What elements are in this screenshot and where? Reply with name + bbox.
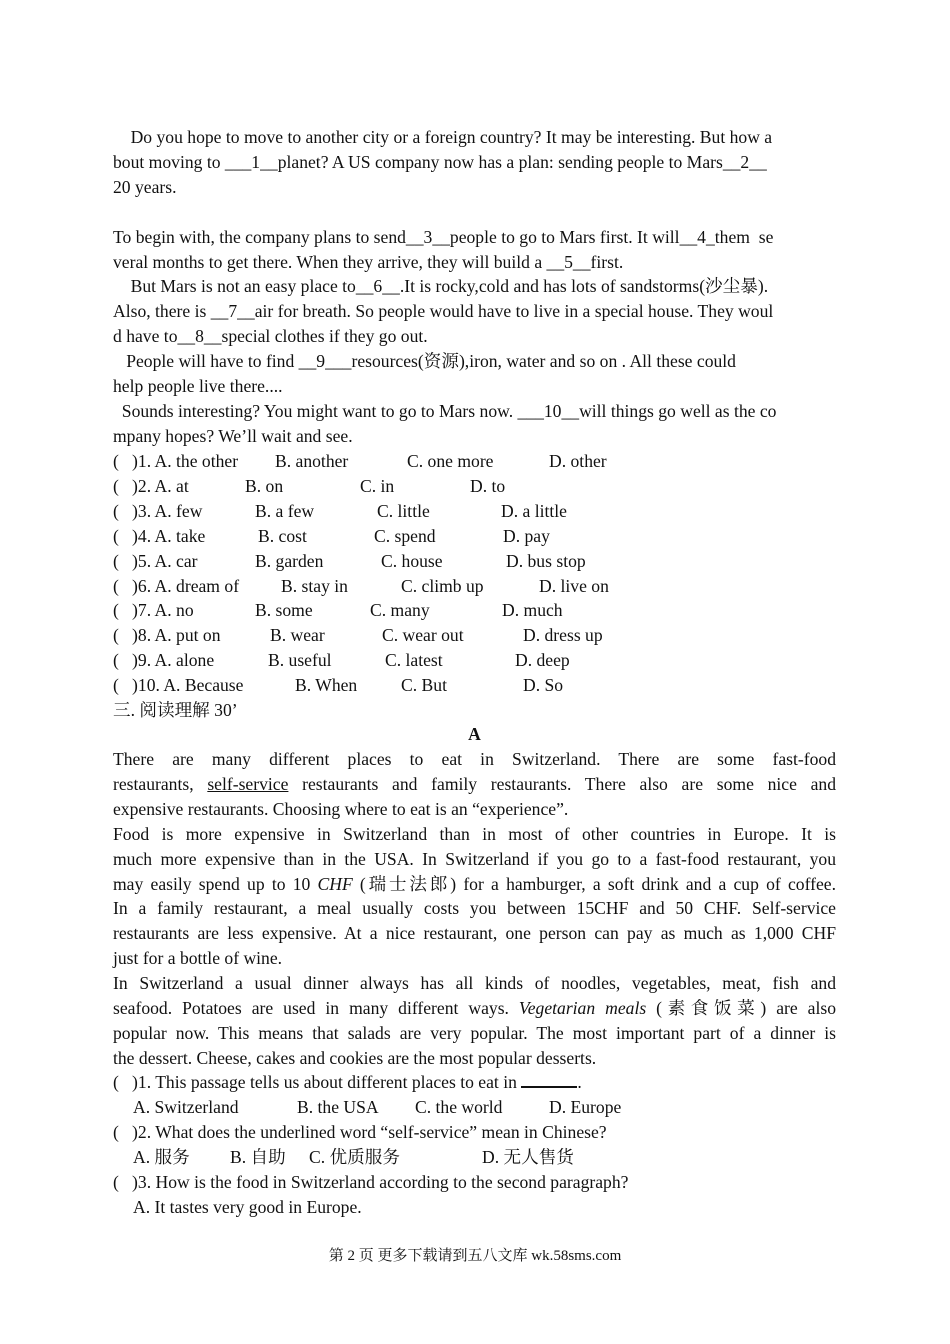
option-c: C. in: [360, 475, 395, 496]
option-d: D. to: [470, 475, 506, 496]
passage-line: [113, 424, 836, 449]
question-stem: ( )6. A. dream of: [113, 575, 240, 596]
option-c: C. latest: [385, 650, 443, 671]
text-segment: Sounds interesting? You might want to go to Mars now. ___10__will things go well as the co: [113, 400, 777, 421]
passage-a-title: A: [468, 724, 481, 744]
option-c: C. many: [370, 600, 430, 621]
option-d: D. bus stop: [506, 550, 586, 571]
option-c: C. wear out: [382, 625, 464, 646]
option-b: B. another: [275, 451, 349, 471]
option-d: D. a little: [501, 500, 567, 521]
option-a: A. It tastes very good in Europe.: [133, 1197, 362, 1217]
option-d: D. Europe: [549, 1097, 622, 1117]
passage-line: [113, 175, 836, 200]
passage-line: [113, 971, 836, 996]
question-text: ( )1. This passage tells us about different places to eat in: [113, 1072, 522, 1092]
option-d: D. other: [549, 451, 607, 471]
option-d: D. much: [502, 600, 563, 621]
option-b: B. wear: [270, 625, 325, 646]
question-end: .: [577, 1072, 582, 1092]
question-stem: ( )8. A. put on: [113, 625, 221, 646]
option-c: C. spend: [374, 525, 436, 546]
answer-blank: [521, 1072, 577, 1088]
option-d: D. deep: [515, 650, 570, 671]
text-segment: There are many different places to eat in Switzerland. There are some fast-food: [113, 749, 836, 769]
option-b: B. When: [295, 675, 358, 696]
text-segment: In Switzerland a usual dinner always has all kinds of noodles, vegetables, meat, fish and: [113, 973, 836, 994]
option-c: C. little: [377, 500, 430, 521]
option-b: B. 自助: [230, 1147, 286, 1167]
text-segment: popular now. This means that salads are very popular. The most important part of a dinner is: [113, 1022, 836, 1043]
option-c: C. climb up: [401, 575, 484, 596]
text-segment: expensive restaurants. Choosing where to eat is an “experience”.: [113, 798, 569, 819]
reading-question-2: ( )2. What does the underlined word “self-service” mean in Chinese?: [113, 1122, 607, 1142]
question-stem: ( )1. A. the other: [113, 451, 239, 471]
text-segment: restaurants are less expensive. At a nice restaurant, one person can pay as much as 1,000 CHF: [113, 923, 836, 944]
text-segment: help people live there....: [113, 376, 283, 396]
passage-line: [113, 274, 836, 299]
text-segment: mpany hopes? We’ll wait and see.: [113, 425, 353, 446]
passage-line: [113, 747, 836, 772]
passage-line: [113, 996, 836, 1021]
question-stem: ( )4. A. take: [113, 525, 206, 546]
reading-question-3: ( )3. How is the food in Switzerland according to the second paragraph?: [113, 1172, 629, 1192]
option-c: C. one more: [407, 451, 494, 471]
text-segment: Do you hope to move to another city or a foreign country? It may be interesting. But how a: [113, 127, 773, 147]
text-segment: (瑞士法郎) for a hamburger, a soft drink and a cup of coffee.: [352, 873, 836, 894]
text-segment: 20 years.: [113, 176, 177, 197]
option-b: B. stay in: [281, 575, 348, 596]
question-stem: ( )2. A. at: [113, 475, 189, 496]
passage-line: [113, 125, 836, 150]
option-c: C. house: [381, 550, 443, 571]
text-segment: In a family restaurant, a meal usually costs you between 15CHF and 50 CHF. Self-service: [113, 898, 836, 919]
option-d: D. So: [523, 675, 564, 696]
passage-line: [113, 374, 836, 399]
text-segment: seafood. Potatoes are used in many different ways.: [113, 998, 519, 1018]
passage-line: [113, 399, 836, 424]
passage-line: [113, 896, 836, 921]
text-segment: To begin with, the company plans to send__3__people to go to Mars first. It will__4_them se: [113, 226, 774, 247]
option-d: D. live on: [539, 575, 609, 596]
option-b: B. some: [255, 600, 313, 621]
option-d: D. 无人售货: [482, 1147, 574, 1167]
text-segment: may easily spend up to 10: [113, 873, 318, 894]
passage-line: [113, 225, 836, 250]
option-b: B. garden: [255, 550, 324, 571]
text-segment: (素食饭菜) are also: [646, 998, 836, 1018]
text-segment: restaurants,: [113, 773, 208, 794]
passage-line: [113, 299, 836, 324]
question-stem: ( )5. A. car: [113, 550, 198, 571]
section-title: 三. 阅读理解 30’: [113, 700, 238, 720]
passage-line: [113, 200, 836, 225]
italic-text: CHF: [317, 873, 353, 894]
passage-line: [113, 797, 836, 822]
passage-line: [113, 250, 836, 275]
passage-line: [113, 1046, 836, 1071]
option-b: B. on: [245, 475, 284, 496]
text-segment: But Mars is not an easy place to__6__.It is rocky,cold and has lots of sandstorms(沙尘暴).: [113, 276, 769, 297]
page-footer: 第 2 页 更多下载请到五八文库 wk.58sms.com: [328, 1248, 622, 1264]
text-segment: restaurants and family restaurants. There also are some nice and: [288, 773, 836, 794]
option-c: C. 优质服务: [309, 1147, 400, 1167]
text-segment: veral months to get there. When they arrive, they will build a __5__first.: [113, 251, 624, 272]
option-c: C. But: [401, 675, 447, 696]
italic-text: Vegetarian meals: [518, 998, 647, 1018]
option-a: A. Switzerland: [133, 1097, 239, 1117]
option-d: D. pay: [503, 525, 550, 546]
reading-question-1: [113, 1070, 836, 1095]
passage-line: [113, 150, 836, 175]
text-segment: d have to__8__special clothes if they go out.: [113, 326, 428, 347]
option-d: D. dress up: [523, 625, 603, 646]
passage-line: [113, 324, 836, 349]
option-b: B. useful: [268, 650, 332, 671]
text-segment: bout moving to ___1__planet? A US company now has a plan: sending people to Mars__2__: [113, 151, 767, 172]
text-segment: Food is more expensive in Switzerland than in most of other countries in Europe. It is: [113, 823, 836, 844]
option-b: B. a few: [255, 500, 315, 521]
question-stem: ( )7. A. no: [113, 600, 194, 621]
underlined-word: self-service: [207, 773, 289, 794]
passage-line: [113, 822, 836, 847]
option-c: C. the world: [415, 1097, 503, 1117]
question-stem: ( )9. A. alone: [113, 650, 215, 671]
question-stem: ( )3. A. few: [113, 500, 203, 521]
passage-line: [113, 349, 836, 374]
passage-line: [113, 1021, 836, 1046]
passage-line: [113, 872, 836, 897]
option-a: A. 服务: [133, 1147, 190, 1167]
text-segment: the dessert. Cheese, cakes and cookies are the most popular desserts.: [113, 1047, 597, 1068]
passage-line: [113, 772, 836, 797]
question-stem: ( )10. A. Because: [113, 675, 244, 696]
passage-line: [113, 946, 836, 971]
text-segment: Also, there is __7__air for breath. So people would have to live in a special house. They woul: [113, 301, 774, 322]
text-segment: People will have to find __9___resources(资源),iron, water and so on . All these could: [113, 351, 736, 372]
passage-line: [113, 921, 836, 946]
passage-line: [113, 847, 836, 872]
text-segment: much more expensive than in the USA. In Switzerland if you go to a fast-food restaurant, you: [113, 848, 836, 869]
text-segment: just for a bottle of wine.: [113, 948, 283, 969]
option-b: B. cost: [258, 525, 307, 546]
option-b: B. the USA: [297, 1097, 379, 1117]
